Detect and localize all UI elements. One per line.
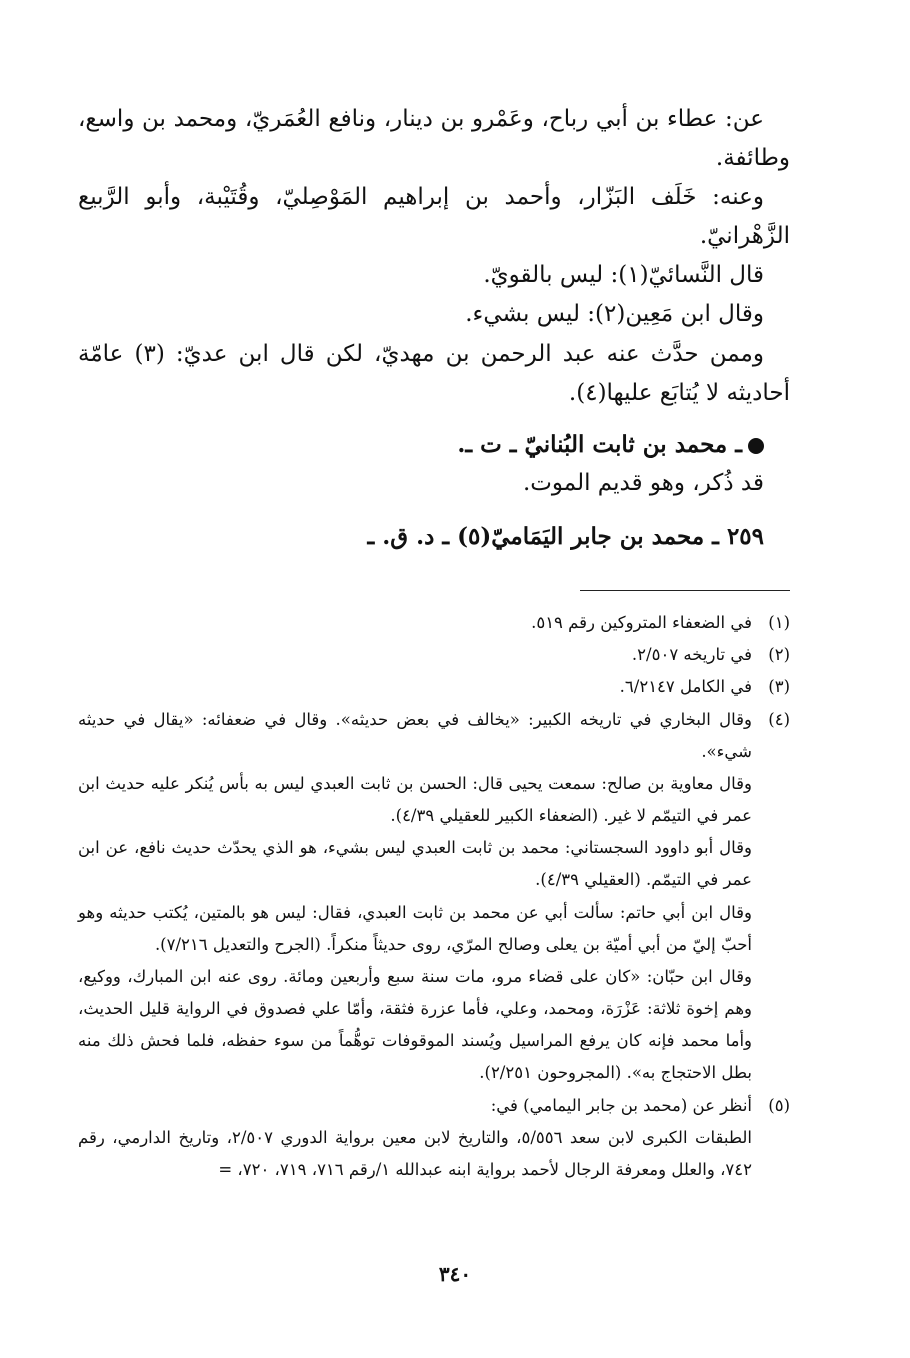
footnote [78, 639, 790, 671]
bullet-icon [748, 438, 764, 454]
footnote-text: في تاريخه ٢/٥٠٧. [631, 645, 752, 665]
footnote-text: وقال ابن حبّان: «كان على قضاء مرو، مات سنة سبع وأربعين ومائة. روى عنه ابن المبارك، ووكيع، وهم إخوة ثلاثة: عَزْرَة، ومحمد، وعلي، فأما عزرة فثقة، وأمّا علي فصدوق في الرواية قليل الحديث، وأما محمد فإنه كان يرفع المراسيل ويُسند الموقوفات توهُّماً من سوء حفظه، فلما فحش ذلك منه بطل الاحتجاج به». (المجروحون ٢/٢٥١). [78, 966, 752, 1083]
page-number: ٣٤٠ [438, 1262, 472, 1286]
paragraph: قد ذُكر، وهو قديم الموت. [522, 469, 764, 496]
entry-heading-text: ـ محمد بن ثابت البُنانيّ ـ ت ـ. [457, 430, 742, 458]
page-content [78, 100, 790, 1186]
footnote [78, 607, 790, 639]
paragraph: قال النَّسائيّ(١): ليس بالقويّ. [483, 262, 764, 289]
footnote-number: (٢) [768, 645, 790, 665]
footnote [78, 704, 790, 1090]
footnote [78, 1090, 790, 1187]
entry-heading [78, 425, 790, 464]
footnote-number: (٣) [768, 677, 790, 697]
footnote [78, 671, 790, 703]
footnote-text: وقال معاوية بن صالح: سمعت يحيى قال: الحسن بن ثابت العبدي ليس به بأس يُنكر عليه حديث ابن عمر في التيمّم لا غير. (الضعفاء الكبير للعقيلي ٤/٣٩). [78, 773, 752, 826]
main-text [78, 100, 790, 556]
footnote-number: (١) [768, 613, 790, 633]
footnote-number: (٤) [768, 709, 790, 729]
paragraph: وعنه: خَلَف البَزّار، وأحمد بن إبراهيم المَوْصِليّ، وقُتَيْبة، وأبو الرَّبيع الزَّهْرانيّ. [78, 184, 790, 250]
footnote-text: في الضعفاء المتروكين رقم ٥١٩. [531, 613, 752, 633]
paragraph: عن: عطاء بن أبي رباح، وعَمْرو بن دينار، ونافع العُمَريّ، ومحمد بن واسع، وطائفة. [78, 106, 790, 172]
footnote-text: في الكامل ٦/٢١٤٧. [619, 677, 752, 697]
paragraph: وقال ابن مَعِين(٢): ليس بشيء. [465, 301, 764, 328]
footnotes [78, 607, 790, 1186]
footnote-text: وقال أبو داوود السجستاني: محمد بن ثابت العبدي ليس بشيء، هو الذي يحدّث حديث نافع، عن ابن عمر في التيمّم. (العقيلي ٤/٣٩). [78, 838, 752, 890]
footnote-text: وقال ابن أبي حاتم: سألت أبي عن محمد بن ثابت العبدي، فقال: ليس هو بالمتين، يُكتب حديثه وهو أحبّ إليّ من أبي أميّة بن يعلى وصالح المرّي، روى حديثاً منكراً. (الجرح والتعديل ٧/٢١٦). [78, 902, 752, 954]
paragraph: وممن حدَّث عنه عبد الرحمن بن مهديّ، لكن قال ابن عديّ: (٣) عامّة أحاديثه لا يُتابَع عليها(٤). [78, 340, 790, 406]
footnote-divider [580, 590, 790, 591]
footnote-text: أنظر عن (محمد بن جابر اليمامي) في: [490, 1095, 752, 1115]
footnote-number: (٥) [768, 1095, 790, 1115]
footnote-text: وقال البخاري في تاريخه الكبير: «يخالف في بعض حديثه». وقال في ضعفائه: «يقال في حديثه شيء». [78, 709, 752, 761]
entry-heading-259: ٢٥٩ ـ محمد بن جابر اليَمَاميّ(٥) ـ د. ق. ـ [367, 522, 764, 550]
footnote-text: الطبقات الكبرى لابن سعد ٥/٥٥٦، والتاريخ لابن معين برواية الدوري ٢/٥٠٧، وتاريخ الدارمي، رقم ٧٤٢، والعلل ومعرفة الرجال لأحمد برواية ابنه عبدالله ١/رقم ٧١٦، ٧١٩، ٧٢٠، = [78, 1127, 753, 1179]
